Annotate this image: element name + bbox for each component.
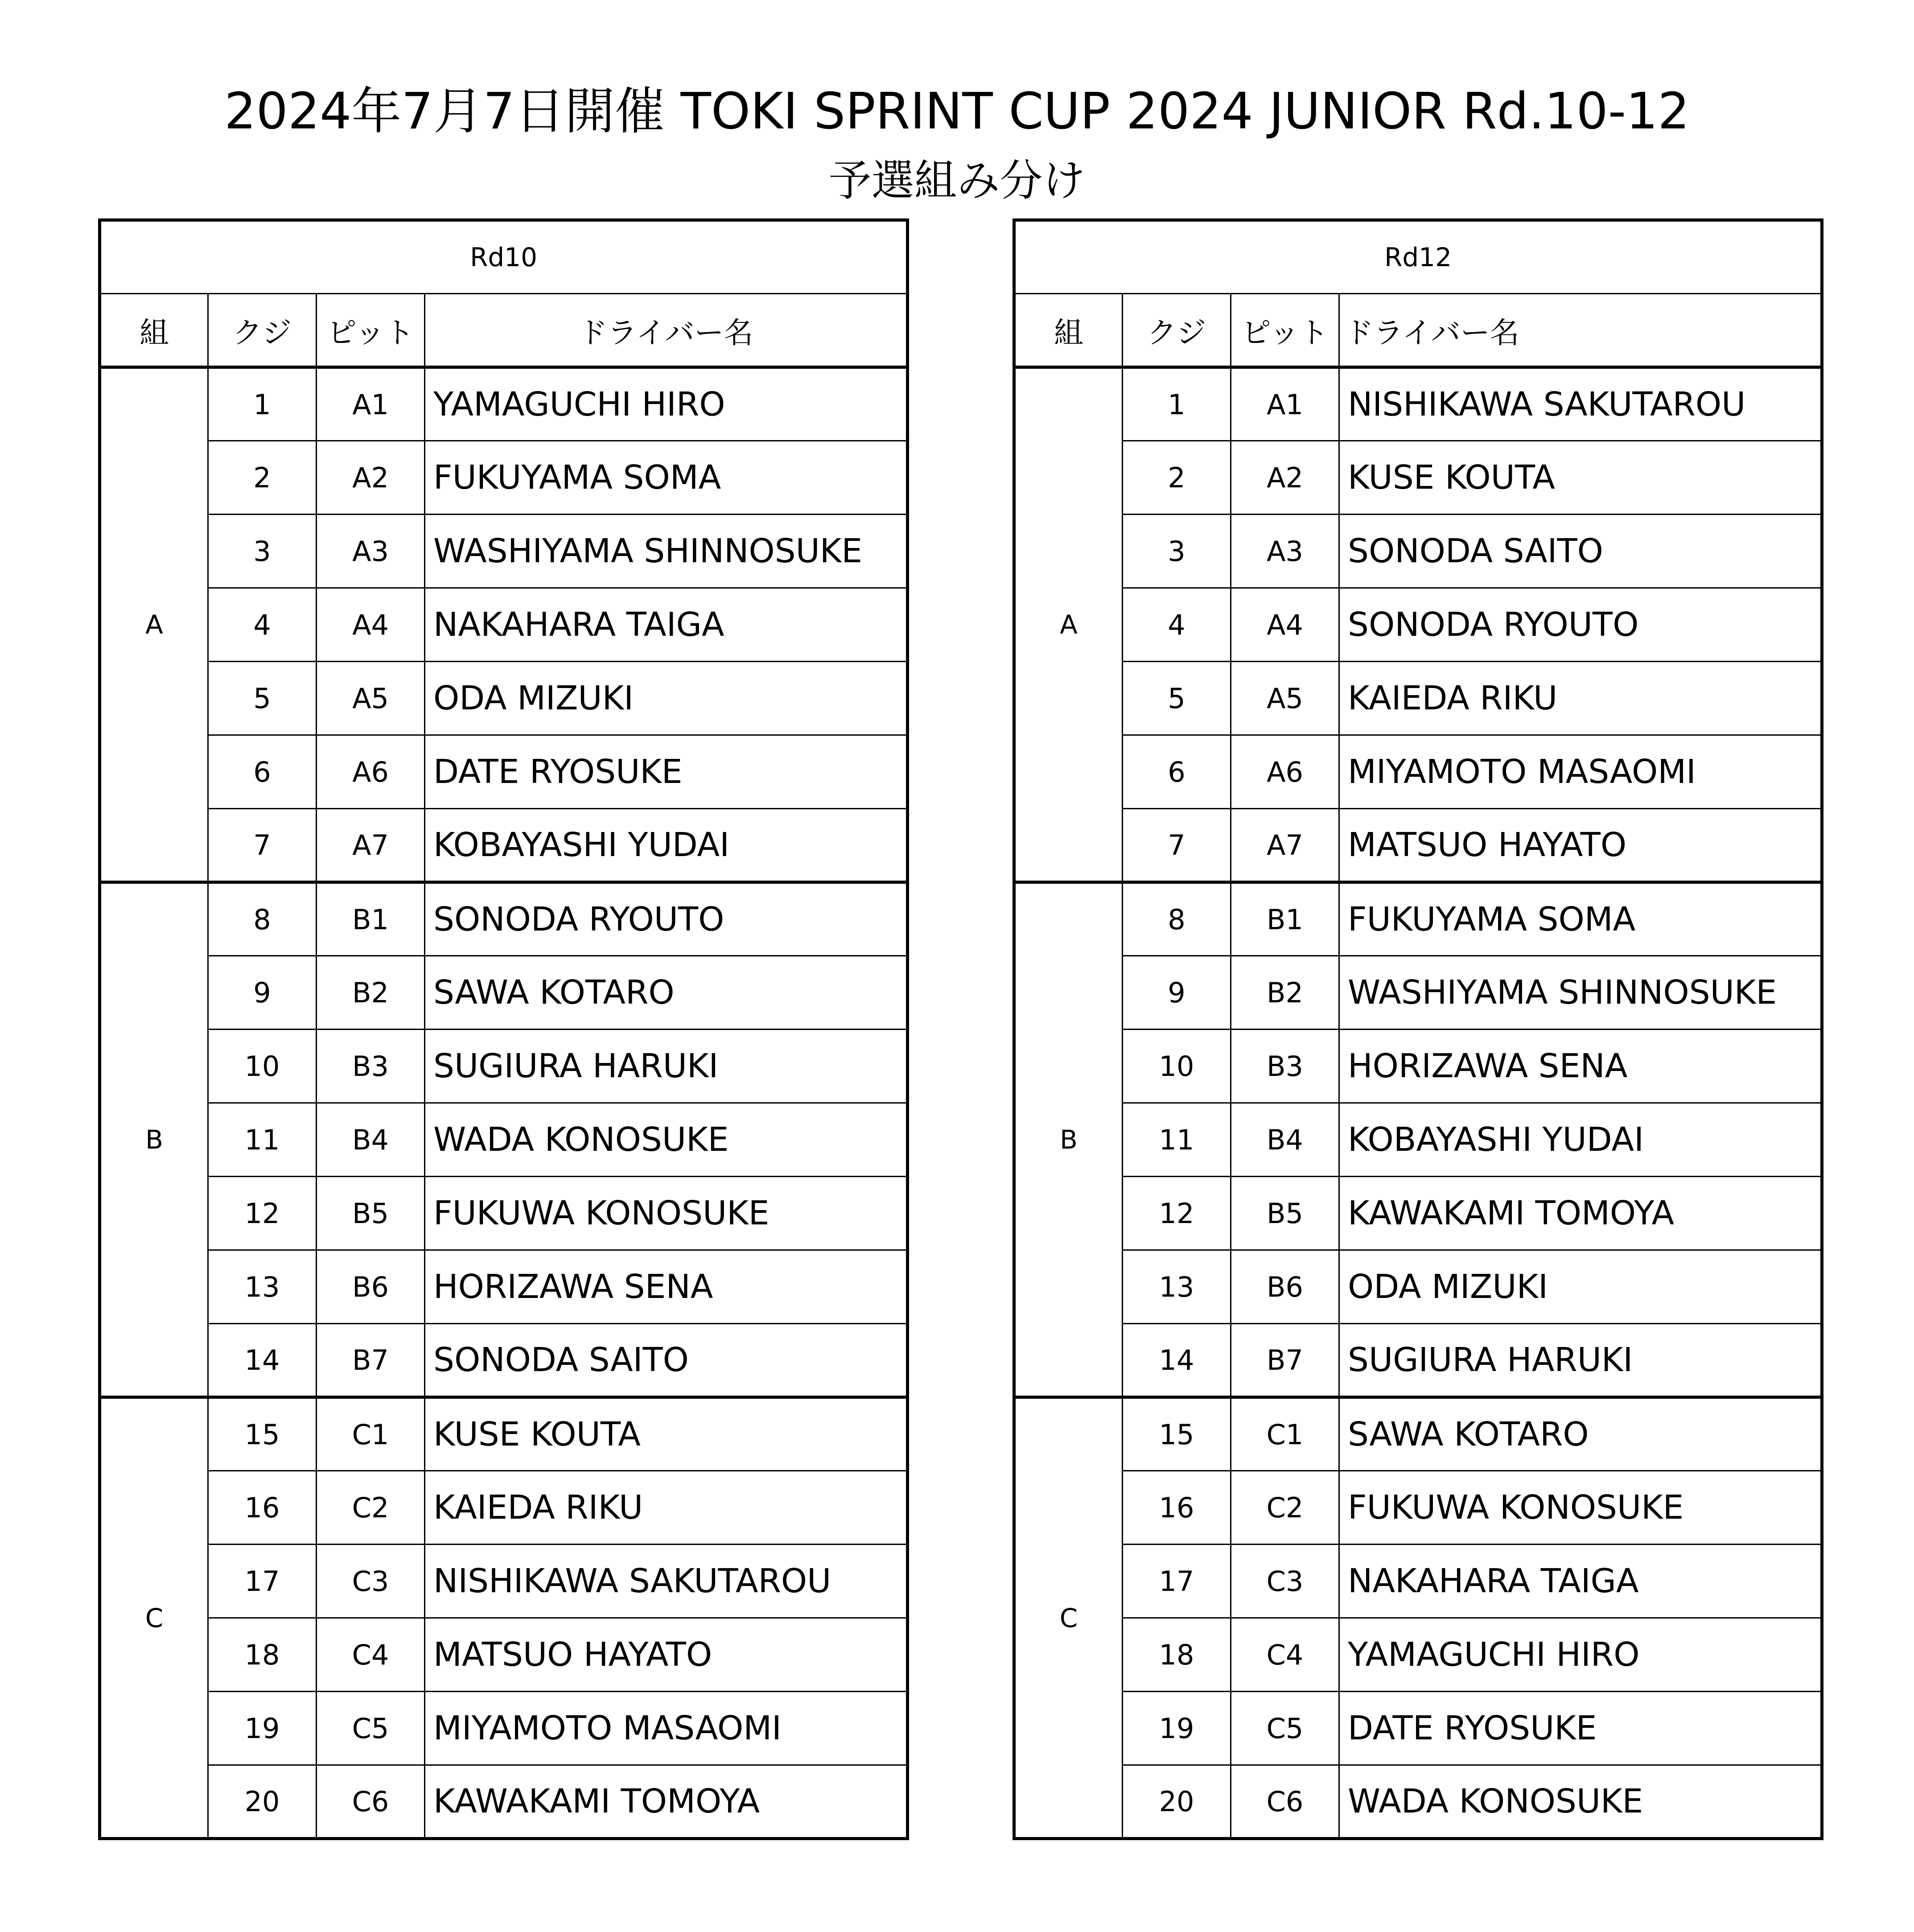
group-label: C: [1014, 1397, 1123, 1839]
kuji-cell: 4: [208, 588, 317, 662]
table-row: [100, 735, 908, 809]
pit-cell: C6: [1231, 1765, 1339, 1839]
pit-cell: C5: [1231, 1692, 1339, 1765]
group-label: C: [100, 1397, 208, 1839]
pit-cell: B4: [1231, 1103, 1339, 1177]
pit-cell: C4: [1231, 1618, 1339, 1692]
table-row: [100, 1103, 908, 1177]
driver-name-cell: DATE RYOSUKE: [425, 735, 908, 809]
kuji-cell: 8: [208, 882, 317, 956]
pit-cell: C1: [1231, 1397, 1339, 1471]
table-row: [100, 1471, 908, 1545]
pit-cell: B3: [1231, 1030, 1339, 1103]
driver-name-cell: WADA KONOSUKE: [425, 1103, 908, 1177]
table-row: [1014, 1250, 1822, 1324]
driver-name-cell: HORIZAWA SENA: [1339, 1030, 1822, 1103]
pit-cell: A4: [1231, 588, 1339, 662]
kuji-cell: 20: [1123, 1765, 1231, 1839]
driver-name-cell: NAKAHARA TAIGA: [425, 588, 908, 662]
header-driver: ドライバー名: [425, 294, 908, 367]
table-row: [1014, 1471, 1822, 1545]
pit-cell: B5: [317, 1177, 425, 1250]
kuji-cell: 8: [1123, 882, 1231, 956]
driver-name-cell: KAIEDA RIKU: [1339, 662, 1822, 735]
pit-cell: C6: [317, 1765, 425, 1839]
driver-name-cell: KAWAKAMI TOMOYA: [425, 1765, 908, 1839]
driver-name-cell: KAIEDA RIKU: [425, 1471, 908, 1545]
table-row: [100, 1030, 908, 1103]
driver-name-cell: FUKUYAMA SOMA: [425, 441, 908, 515]
kuji-cell: 11: [208, 1103, 317, 1177]
kuji-cell: 6: [208, 735, 317, 809]
kuji-cell: 7: [208, 809, 317, 882]
kuji-cell: 3: [208, 515, 317, 588]
table-row: [100, 882, 908, 956]
pit-cell: A1: [317, 367, 425, 441]
driver-name-cell: WASHIYAMA SHINNOSUKE: [1339, 956, 1822, 1030]
pit-cell: A6: [317, 735, 425, 809]
pit-cell: C5: [317, 1692, 425, 1765]
kuji-cell: 17: [208, 1545, 317, 1618]
driver-name-cell: DATE RYOSUKE: [1339, 1692, 1822, 1765]
table-row: [1014, 809, 1822, 882]
driver-name-cell: SONODA SAITO: [425, 1324, 908, 1397]
table-row: [100, 1324, 908, 1397]
table-row: [100, 1250, 908, 1324]
table-row: [100, 1545, 908, 1618]
driver-name-cell: FUKUYAMA SOMA: [1339, 882, 1822, 956]
driver-name-cell: SONODA RYOUTO: [425, 882, 908, 956]
kuji-cell: 20: [208, 1765, 317, 1839]
kuji-cell: 18: [1123, 1618, 1231, 1692]
pit-cell: B1: [1231, 882, 1339, 956]
driver-name-cell: KUSE KOUTA: [1339, 441, 1822, 515]
kuji-cell: 14: [1123, 1324, 1231, 1397]
table-row: [1014, 1397, 1822, 1471]
header-kuji: クジ: [208, 294, 317, 367]
pit-cell: C4: [317, 1618, 425, 1692]
kuji-cell: 5: [208, 662, 317, 735]
table-row: [1014, 1177, 1822, 1250]
kuji-cell: 18: [208, 1618, 317, 1692]
driver-name-cell: SAWA KOTARO: [1339, 1397, 1822, 1471]
header-group: 組: [1014, 294, 1123, 367]
kuji-cell: 16: [1123, 1471, 1231, 1545]
kuji-cell: 9: [208, 956, 317, 1030]
kuji-cell: 10: [208, 1030, 317, 1103]
kuji-cell: 7: [1123, 809, 1231, 882]
kuji-cell: 1: [208, 367, 317, 441]
pit-cell: B6: [317, 1250, 425, 1324]
driver-name-cell: KUSE KOUTA: [425, 1397, 908, 1471]
pit-cell: C3: [317, 1545, 425, 1618]
pit-cell: B2: [1231, 956, 1339, 1030]
page-subtitle: 予選組み分け: [828, 156, 1086, 206]
table-row: [1014, 515, 1822, 588]
table-row: [1014, 1618, 1822, 1692]
driver-name-cell: WADA KONOSUKE: [1339, 1765, 1822, 1839]
driver-name-cell: KOBAYASHI YUDAI: [1339, 1103, 1822, 1177]
driver-name-cell: ODA MIZUKI: [1339, 1250, 1822, 1324]
header-pit: ピット: [1231, 294, 1339, 367]
table-row: [100, 662, 908, 735]
header-group: 組: [100, 294, 208, 367]
pit-cell: C1: [317, 1397, 425, 1471]
pit-cell: A1: [1231, 367, 1339, 441]
kuji-cell: 16: [208, 1471, 317, 1545]
round-table-rd10: [98, 218, 909, 1840]
table-row: [1014, 367, 1822, 441]
pit-cell: A7: [317, 809, 425, 882]
page-title: 2024年7月7日開催 TOKI SPRINT CUP 2024 JUNIOR Rd.10-12: [224, 82, 1690, 140]
table-row: [100, 588, 908, 662]
kuji-cell: 3: [1123, 515, 1231, 588]
group-label: B: [100, 882, 208, 1397]
table-row: [1014, 588, 1822, 662]
pit-cell: A5: [1231, 662, 1339, 735]
driver-name-cell: KOBAYASHI YUDAI: [425, 809, 908, 882]
pit-cell: C2: [1231, 1471, 1339, 1545]
table-row: [100, 809, 908, 882]
driver-name-cell: HORIZAWA SENA: [425, 1250, 908, 1324]
pit-cell: B2: [317, 956, 425, 1030]
group-label: A: [100, 367, 208, 882]
driver-name-cell: MIYAMOTO MASAOMI: [1339, 735, 1822, 809]
table-row: [1014, 1545, 1822, 1618]
kuji-cell: 5: [1123, 662, 1231, 735]
table-row: [1014, 1324, 1822, 1397]
driver-name-cell: SAWA KOTARO: [425, 956, 908, 1030]
table-row: [1014, 1692, 1822, 1765]
kuji-cell: 12: [1123, 1177, 1231, 1250]
pit-cell: B1: [317, 882, 425, 956]
header-kuji: クジ: [1123, 294, 1231, 367]
driver-name-cell: YAMAGUCHI HIRO: [1339, 1618, 1822, 1692]
pit-cell: B3: [317, 1030, 425, 1103]
kuji-cell: 13: [208, 1250, 317, 1324]
kuji-cell: 1: [1123, 367, 1231, 441]
table-row: [1014, 441, 1822, 515]
table-row: [100, 367, 908, 441]
table-row: [1014, 735, 1822, 809]
kuji-cell: 13: [1123, 1250, 1231, 1324]
table-row: [1014, 662, 1822, 735]
driver-name-cell: FUKUWA KONOSUKE: [425, 1177, 908, 1250]
kuji-cell: 10: [1123, 1030, 1231, 1103]
kuji-cell: 4: [1123, 588, 1231, 662]
table-row: [100, 1618, 908, 1692]
round-title: Rd10: [100, 220, 908, 294]
table-row: [100, 1692, 908, 1765]
table-row: [100, 441, 908, 515]
kuji-cell: 19: [1123, 1692, 1231, 1765]
pit-cell: C2: [317, 1471, 425, 1545]
driver-name-cell: SONODA SAITO: [1339, 515, 1822, 588]
driver-name-cell: MATSUO HAYATO: [1339, 809, 1822, 882]
kuji-cell: 15: [1123, 1397, 1231, 1471]
driver-name-cell: SUGIURA HARUKI: [425, 1030, 908, 1103]
pit-cell: A3: [1231, 515, 1339, 588]
table-row: [100, 956, 908, 1030]
driver-name-cell: NAKAHARA TAIGA: [1339, 1545, 1822, 1618]
driver-name-cell: KAWAKAMI TOMOYA: [1339, 1177, 1822, 1250]
driver-name-cell: NISHIKAWA SAKUTAROU: [1339, 367, 1822, 441]
kuji-cell: 17: [1123, 1545, 1231, 1618]
kuji-cell: 14: [208, 1324, 317, 1397]
pit-cell: A3: [317, 515, 425, 588]
table-row: [1014, 882, 1822, 956]
table-row: [1014, 956, 1822, 1030]
driver-name-cell: SONODA RYOUTO: [1339, 588, 1822, 662]
pit-cell: A6: [1231, 735, 1339, 809]
table-row: [100, 1177, 908, 1250]
kuji-cell: 6: [1123, 735, 1231, 809]
pit-cell: A2: [1231, 441, 1339, 515]
kuji-cell: 12: [208, 1177, 317, 1250]
driver-name-cell: NISHIKAWA SAKUTAROU: [425, 1545, 908, 1618]
pit-cell: A4: [317, 588, 425, 662]
kuji-cell: 9: [1123, 956, 1231, 1030]
pit-cell: B7: [1231, 1324, 1339, 1397]
table-row: [1014, 1103, 1822, 1177]
pit-cell: B4: [317, 1103, 425, 1177]
pit-cell: A2: [317, 441, 425, 515]
driver-name-cell: SUGIURA HARUKI: [1339, 1324, 1822, 1397]
table-row: [100, 1765, 908, 1839]
driver-name-cell: WASHIYAMA SHINNOSUKE: [425, 515, 908, 588]
pit-cell: B6: [1231, 1250, 1339, 1324]
table-row: [100, 515, 908, 588]
pit-cell: A7: [1231, 809, 1339, 882]
pit-cell: C3: [1231, 1545, 1339, 1618]
driver-name-cell: MIYAMOTO MASAOMI: [425, 1692, 908, 1765]
kuji-cell: 2: [1123, 441, 1231, 515]
table-row: [1014, 1030, 1822, 1103]
kuji-cell: 11: [1123, 1103, 1231, 1177]
group-label: B: [1014, 882, 1123, 1397]
table-row: [100, 1397, 908, 1471]
driver-name-cell: YAMAGUCHI HIRO: [425, 367, 908, 441]
round-title: Rd12: [1014, 220, 1822, 294]
kuji-cell: 19: [208, 1692, 317, 1765]
group-label: A: [1014, 367, 1123, 882]
kuji-cell: 2: [208, 441, 317, 515]
kuji-cell: 15: [208, 1397, 317, 1471]
header-driver: ドライバー名: [1339, 294, 1822, 367]
driver-name-cell: MATSUO HAYATO: [425, 1618, 908, 1692]
header-pit: ピット: [317, 294, 425, 367]
round-table-rd12: [1013, 218, 1823, 1840]
pit-cell: A5: [317, 662, 425, 735]
pit-cell: B5: [1231, 1177, 1339, 1250]
pit-cell: B7: [317, 1324, 425, 1397]
driver-name-cell: FUKUWA KONOSUKE: [1339, 1471, 1822, 1545]
driver-name-cell: ODA MIZUKI: [425, 662, 908, 735]
table-row: [1014, 1765, 1822, 1839]
